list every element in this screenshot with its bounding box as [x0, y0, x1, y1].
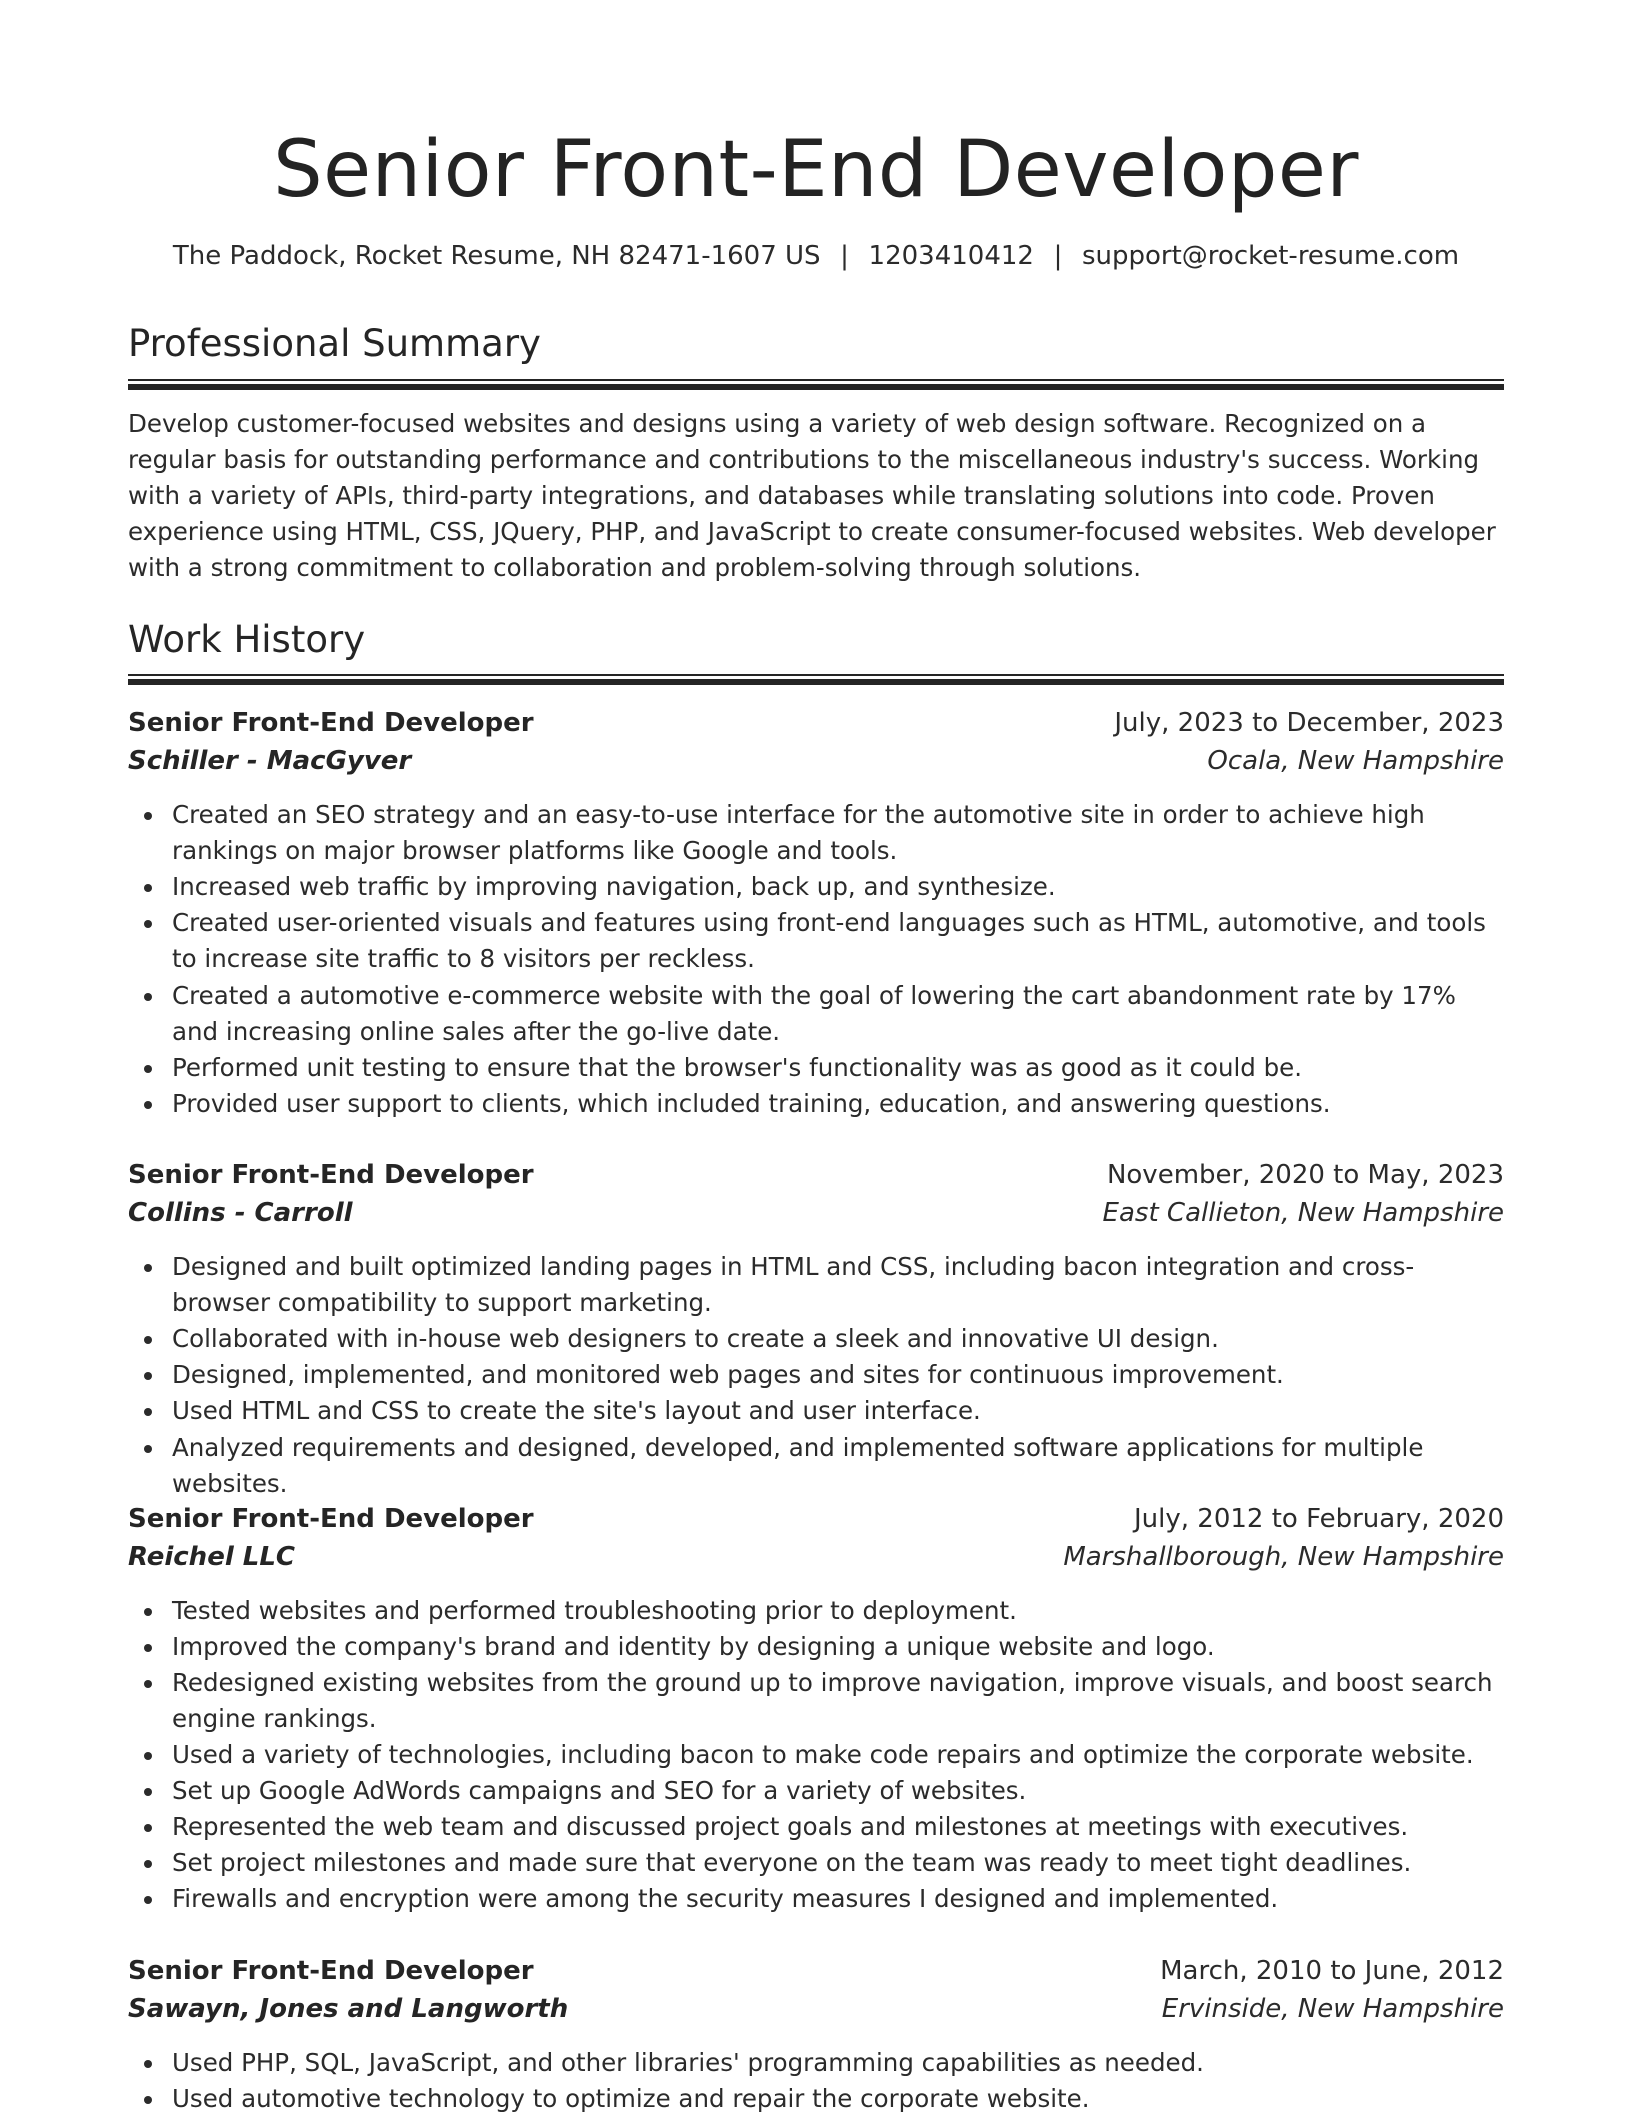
bullet-icon: [144, 2096, 152, 2104]
job-location: East Callieton, New Hampshire: [1102, 1198, 1504, 1228]
job-company: Sawayn, Jones and Langworth: [128, 1994, 569, 2024]
job-entry: [128, 1952, 1504, 2028]
bullet-icon: [144, 1680, 152, 1688]
bullet-icon: [144, 1264, 152, 1272]
job-bullet-list: [128, 797, 1504, 1122]
job-bullet-text: Set up Google AdWords campaigns and SEO for a variety of websites.: [172, 1776, 1027, 1805]
job-bullet: [128, 1773, 1504, 1809]
contact-phone: 1203410412: [868, 241, 1034, 271]
job-bullet-text: Firewalls and encryption were among the security measures I designed and implemented.: [172, 1884, 1279, 1913]
job-bullet: [128, 1393, 1504, 1429]
job-bullet-text: Provided user support to clients, which included training, education, and answering questions.: [172, 1089, 1331, 1118]
job-bullet-text: Analyzed requirements and designed, developed, and implemented software applications for multiple websites.: [172, 1433, 1424, 1498]
bullet-icon: [144, 884, 152, 892]
job-bullet: [128, 1321, 1504, 1357]
job-bullet: [128, 1593, 1504, 1629]
job-company: Schiller - MacGyver: [128, 746, 412, 776]
job-dates: March, 2010 to June, 2012: [1160, 1956, 1504, 1986]
job-title: Senior Front-End Developer: [128, 1160, 534, 1190]
job-bullet-text: Represented the web team and discussed project goals and milestones at meetings with executives.: [172, 1812, 1409, 1841]
job-title: Senior Front-End Developer: [128, 708, 534, 738]
job-bullet-list: [128, 2045, 1504, 2117]
job-bullet: [128, 797, 1504, 869]
job-company: Reichel LLC: [128, 1542, 296, 1572]
job-dates: November, 2020 to May, 2023: [1106, 1160, 1504, 1190]
job-bullet-text: Created an SEO strategy and an easy-to-use interface for the automotive site in order to achieve high rankings on major browser platforms like Google and tools.: [172, 800, 1425, 865]
job-entry: [128, 704, 1504, 780]
job-location: Ervinside, New Hampshire: [1161, 1994, 1504, 2024]
contact-address: The Paddock, Rocket Resume, NH 82471-1607 US: [172, 241, 821, 271]
job-bullet-text: Used PHP, SQL, JavaScript, and other libraries' programming capabilities as needed.: [172, 2048, 1204, 2077]
job-bullet: [128, 1357, 1504, 1393]
bullet-icon: [144, 1860, 152, 1868]
bullet-icon: [144, 1644, 152, 1652]
job-bullet: [128, 1629, 1504, 1665]
job-bullet-text: Used HTML and CSS to create the site's layout and user interface.: [172, 1396, 981, 1425]
job-bullet-text: Set project milestones and made sure that everyone on the team was ready to meet tight deadlines.: [172, 1848, 1412, 1877]
job-bullet: [128, 1737, 1504, 1773]
bullet-icon: [144, 1608, 152, 1616]
job-dates: July, 2012 to February, 2020: [1134, 1504, 1504, 1534]
bullet-icon: [144, 1896, 152, 1904]
job-bullet: [128, 1086, 1504, 1122]
bullet-icon: [144, 1101, 152, 1109]
job-bullet: [128, 1249, 1504, 1321]
job-bullet-text: Increased web traffic by improving navigation, back up, and synthesize.: [172, 872, 1056, 901]
bullet-icon: [144, 1752, 152, 1760]
job-bullet-text: Redesigned existing websites from the ground up to improve navigation, improve visuals, and boost search engine rankings.: [172, 1668, 1493, 1733]
job-title: Senior Front-End Developer: [128, 1504, 534, 1534]
job-location: Ocala, New Hampshire: [1207, 746, 1504, 776]
bullet-icon: [144, 920, 152, 928]
bullet-icon: [144, 1408, 152, 1416]
section-title-work-history: Work History: [128, 618, 366, 661]
job-bullet: [128, 1809, 1504, 1845]
summary-text: Develop customer-focused websites and designs using a variety of web design software. Recognized on a regular basis for outstanding performance and contributions to the miscellaneous industry's success. Working with a variety of APIs, third-party integrations, and databases while translating solutions into code. Proven experience using HTML, CSS, JQuery, PHP, and JavaScript to create consumer-focused websites. Web developer with a strong commitment to collaboration and problem-solving through solutions.: [128, 409, 1496, 582]
job-entry: [128, 1156, 1504, 1232]
bullet-icon: [144, 1445, 152, 1453]
section-divider: [128, 379, 1504, 390]
section-divider: [128, 674, 1504, 685]
job-bullet-text: Tested websites and performed troubleshooting prior to deployment.: [172, 1596, 1017, 1625]
job-bullet-text: Collaborated with in-house web designers to create a sleek and innovative UI design.: [172, 1324, 1219, 1353]
bullet-icon: [144, 1336, 152, 1344]
job-title: Senior Front-End Developer: [128, 1956, 534, 1986]
job-bullet-text: Designed, implemented, and monitored web pages and sites for continuous improvement.: [172, 1360, 1284, 1389]
bullet-icon: [144, 1065, 152, 1073]
bullet-icon: [144, 1372, 152, 1380]
job-bullet-text: Created a automotive e-commerce website with the goal of lowering the cart abandonment rate by 17% and increasing online sales after the go-live date.: [172, 981, 1456, 1046]
bullet-icon: [144, 2060, 152, 2068]
job-bullet-text: Performed unit testing to ensure that the browser's functionality was as good as it could be.: [172, 1053, 1303, 1082]
bullet-icon: [144, 1788, 152, 1796]
job-bullet: [128, 869, 1504, 905]
job-bullet-text: Used automotive technology to optimize and repair the corporate website.: [172, 2084, 1090, 2113]
job-entry: [128, 1500, 1504, 1576]
job-bullet-list: [128, 1249, 1504, 1502]
job-bullet: [128, 1430, 1504, 1502]
job-bullet: [128, 978, 1504, 1050]
job-bullet: [128, 905, 1504, 977]
job-bullet-list: [128, 1593, 1504, 1917]
job-dates: July, 2023 to December, 2023: [1114, 708, 1504, 738]
job-bullet-text: Improved the company's brand and identity by designing a unique website and logo.: [172, 1632, 1215, 1661]
section-title-summary: Professional Summary: [128, 322, 541, 365]
job-bullet-text: Created user-oriented visuals and features using front-end languages such as HTML, automotive, and tools to increase site traffic to 8 visitors per reckless.: [172, 908, 1486, 973]
bullet-icon: [144, 812, 152, 820]
bullet-icon: [144, 1824, 152, 1832]
bullet-icon: [144, 993, 152, 1001]
resume-page: [128, 0, 1504, 2112]
job-bullet-text: Designed and built optimized landing pages in HTML and CSS, including bacon integration and cross-browser compatibility to support marketing.: [172, 1252, 1415, 1317]
job-bullet: [128, 2045, 1504, 2081]
contact-line: [128, 236, 1504, 276]
job-bullet: [128, 1050, 1504, 1086]
contact-email: support@rocket-resume.com: [1081, 241, 1460, 271]
job-bullet: [128, 1845, 1504, 1881]
job-bullet: [128, 1881, 1504, 1917]
job-bullet: [128, 1665, 1504, 1737]
job-company: Collins - Carroll: [128, 1198, 353, 1228]
job-location: Marshallborough, New Hampshire: [1063, 1542, 1504, 1572]
resume-name: Senior Front-End Developer: [273, 125, 1359, 215]
job-bullet-text: Used a variety of technologies, including bacon to make code repairs and optimize the corporate website.: [172, 1740, 1474, 1769]
contact-separator: |: [1053, 241, 1063, 271]
contact-separator: |: [840, 241, 849, 271]
